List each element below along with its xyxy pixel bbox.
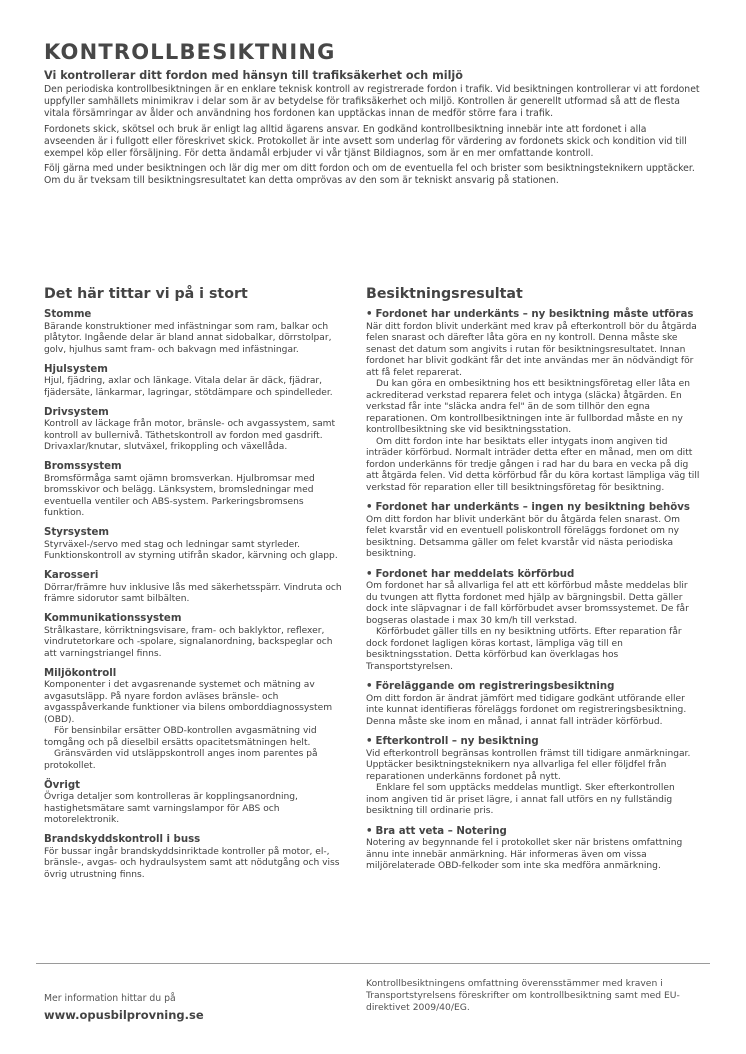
bullet-icon: •: [366, 568, 373, 580]
intro-paragraph-2: Fordonets skick, skötsel och bruk är enligt lag alltid ägarens ansvar. En godkänd kontrollbesiktning innebär inte att fordonet i alla avseenden är i fullgott eller föreskrivet skick. Protokollet är inte avsett som underlag för värdering av fordonets skick och kondition vid till exempel köp eller försäljning. För detta ändamål erbjuder vi vår tjänst Bildiagnos, som är en mer omfattande kontroll.: [44, 123, 687, 159]
result-section: [366, 681, 700, 728]
result-section-title: [366, 826, 700, 839]
bullet-icon: •: [366, 681, 373, 692]
scope-section-text: Gränsvärden vid utsläppskontroll anges inom parentes på protokollet.: [44, 749, 318, 771]
inspection-scope-column: [44, 286, 344, 889]
scope-section-text: Styrväxel-/servo med stag och ledningar samt styrleder. Funktionskontroll av styrning utifrån skador, kärvning och glapp.: [44, 539, 338, 561]
scope-section-title: Bromssystem: [44, 461, 122, 472]
footer-contact: [44, 993, 204, 1023]
result-section-text: Om ditt fordon har blivit underkänt bör du åtgärda felen snarast. Om felet kvarstår vid en eventuell poliskontroll föreläggs fordonet om ny besiktning. Detsamma gäller om felet kvarstår vid nästa periodiska besiktning.: [366, 514, 680, 559]
scope-section-title: Hjulsystem: [44, 363, 108, 375]
bullet-icon: •: [366, 309, 373, 320]
result-section-text: Vid efterkontroll begränsas kontrollen främst till tidigare anmärkningar. Upptäcker besiktningsteknikern nya allvarliga fel eller följdfel från reparationen underkänns fordonet på nytt.: [366, 748, 691, 782]
result-section-text: Om ditt fordon inte har besiktats eller intygats inom angiven tid inträder körförbud. Normalt inträder detta efter en månad, men om ditt fordon underkänns för tredje gången i rad har du bara en vecka på dig att åtgärda felen. Vid detta körförbud får du köra kortast lämpliga väg till verkstad för reparation eller till besiktningsföretag för besiktning.: [366, 436, 700, 493]
result-section-text: Enklare fel som upptäcks meddelas muntligt. Sker efterkontrollen inom angiven tid är priset lägre, i annat fall utförs en ny fullständig besiktning till ordinarie pris.: [366, 783, 675, 816]
result-section-text: När ditt fordon blivit underkänt med krav på efterkontroll bör du åtgärda felen snarast och därefter låta göra en ny kontroll. Denna måste ske senast det datum som angivits i rutan för besiktningsresultatet. Innan fordonet har blivit godkänt får det inte användas mer än nödvändigt för att få felet reparerat.: [366, 321, 697, 378]
scope-section-text: Strålkastare, körriktningsvisare, fram- och baklyktor, reflexer, vindrutetorkare och -spolare, signalanordning, backspeglar och att varningstriangel finns.: [44, 625, 333, 659]
result-title-text: Fordonet har meddelats körförbud: [375, 568, 575, 580]
result-section: [366, 569, 700, 674]
result-section-text: Körförbudet gäller tills en ny besiktning utförts. Efter reparation får dock fordonet lagligen köras kortast, lämpliga väg till en besiktningsstation. Detta körförbud kan överklagas hos Transportstyrelsen.: [366, 627, 682, 672]
footer-legal-note: Kontrollbesiktningens omfattning överensstämmer med kraven i Transportstyrelsens föreskrifter om kontrollbesiktning samt med EU-direktivet 2009/40/EG.: [366, 978, 680, 1013]
result-title-text: Efterkontroll – ny besiktning: [375, 736, 539, 747]
result-section-text: Du kan göra en ombesiktning hos ett besiktningsföretag eller låta en ackrediterad verkstad reparera felet och intyga (släcka) åtgärden. En verkstad får inte "släcka andra fel" än de som tillhör den egna reparationen. Om kontrollbesiktningen inte är fullbordad måste en ny kontrollbesiktning ske vid besiktningsstation.: [366, 379, 691, 435]
scope-section-title: Karosseri: [44, 570, 99, 581]
scope-section: [44, 527, 344, 563]
scope-heading: Det här tittar vi på i stort: [44, 286, 248, 302]
scope-section-text: För bensinbilar ersätter OBD-kontrollen avgasmätning vid tomgång och på dieselbil ersätts opacitetsmätningen helt.: [44, 726, 317, 748]
scope-section-title: Brandskyddskontroll i buss: [44, 834, 201, 845]
scope-section-text: För bussar ingår brandskyddsinriktade kontroller på motor, el-, bränsle-, avgas- och hydraulsystem samt att nödutgång och viss övrig utrustning finns.: [44, 846, 340, 880]
scope-section: [44, 834, 344, 881]
bullet-icon: •: [366, 736, 373, 747]
scope-section: [44, 364, 344, 400]
result-section-title: [366, 502, 700, 515]
scope-section: [44, 780, 344, 827]
footer-divider: [36, 963, 710, 964]
result-section-title: [366, 736, 700, 749]
result-title-text: Fordonet har underkänts – ingen ny besiktning behövs: [375, 502, 690, 513]
document-page: [44, 40, 700, 880]
page-title: KONTROLLBESIKTNING: [44, 40, 336, 64]
scope-section: [44, 309, 344, 356]
footer-website-link[interactable]: www.opusbilprovning.se: [44, 1008, 204, 1022]
scope-section: [44, 570, 344, 606]
result-section: [366, 309, 700, 494]
scope-section-title: Miljökontroll: [44, 667, 117, 679]
intro-paragraph-3: Följ gärna med under besiktningen och lär dig mer om ditt fordon och om de eventuella fel och brister som besiktningsteknikern upptäcker. Om du är tveksam till besiktningsresultatet kan detta omprövas av den som är tekniskt ansvarig på stationen.: [44, 163, 695, 187]
scope-section: [44, 613, 344, 660]
inspection-results-column: [366, 286, 700, 881]
result-section-text: Om fordonet har så allvarliga fel att ett körförbud måste meddelas blir du tvungen att flytta fordonet med hjälp av bärgningsbil. Detta gäller dock inte släpvagnar i de fall körförbudet avser bromssystemet. De får bogseras olastade i max 30 km/h till verkstad.: [366, 581, 689, 626]
scope-section-text: Övriga detaljer som kontrolleras är kopplingsanordning, hastighetsmätare samt varningslampor för ABS och motorelektronik.: [44, 792, 298, 825]
results-heading: Besiktningsresultat: [366, 286, 523, 302]
result-section: [366, 502, 700, 561]
result-section: [366, 736, 700, 818]
scope-section: [44, 668, 344, 773]
scope-section-text: Bärande konstruktioner med infästningar som ram, balkar och plåtytor. Ingående delar är bland annat sidobalkar, dörrstolpar, golv, hjulhus samt fram- och bakvagn med infästningar.: [44, 321, 332, 355]
scope-section-text: Kontroll av läckage från motor, bränsle- och avgassystem, samt kontroll av bullernivå. Täthetskontroll av fordon med gasdrift. Drivaxlar/knutar, slutväxel, frikoppling och växellåda.: [44, 419, 336, 452]
result-section-title: [366, 309, 700, 322]
scope-section-text: Komponenter i det avgasrenande systemet och mätning av avgasutsläpp. På nyare fordon avläses bränsle- och avgasspåverkande funktioner via bilens omborddiagnossystem (OBD).: [44, 680, 333, 725]
scope-section-title: Stomme: [44, 309, 92, 320]
bullet-icon: •: [366, 825, 373, 837]
result-section-title: [366, 681, 700, 694]
scope-section: [44, 407, 344, 454]
result-section-title: [366, 569, 700, 582]
scope-section-title: Kommunikationssystem: [44, 613, 182, 624]
result-section-text: Om ditt fordon är ändrat jämfört med tidigare godkänt utförande eller inte kunnat identifieras föreläggs fordonet om registreringsbesiktning. Denna måste ske inom en månad, i annat fall inträder körförbud.: [366, 693, 687, 727]
scope-section-title: Övrigt: [44, 779, 80, 791]
intro-paragraph-1: Den periodiska kontrollbesiktningen är en enklare teknisk kontroll av registrerade fordon i trafik. Vid besiktningen kontrollerar vi att fordonet uppfyller samhällets minimikrav i delar som är av betydelse för trafiksäkerhet och miljö. Kontrollen är generellt utformad så att de flesta vitala försämringar av ålder och användning hos fordonen kan upptäckas innan de medför större fara i trafik.: [44, 84, 700, 119]
page-subtitle: Vi kontrollerar ditt fordon med hänsyn till trafiksäkerhet och miljö: [44, 69, 463, 82]
scope-section-title: Styrsystem: [44, 527, 110, 538]
footer-more-info: Mer information hittar du på: [44, 993, 176, 1004]
scope-section-title: Drivsystem: [44, 406, 109, 418]
scope-section: [44, 461, 344, 520]
result-section: [366, 826, 700, 873]
scope-section-text: Bromsförmåga samt ojämn bromsverkan. Hjulbromsar med bromsskivor och belägg. Länksystem, bromsledningar med eventuella ventiler och ABS-system. Parkeringsbromsens funktion.: [44, 473, 315, 518]
scope-section-text: Hjul, fjädring, axlar och länkage. Vitala delar är däck, fjädrar, fjädersäte, länkarmar, lagringar, stötdämpare och spindelleder.: [44, 376, 333, 398]
result-section-text: Notering av begynnande fel i protokollet sker när bristens omfattning ännu inte innebär anmärkning. Här informeras även om vissa miljörelaterade OBD-felkoder som inte ska medföra anmärkning.: [366, 838, 683, 871]
result-title-text: Föreläggande om registreringsbesiktning: [375, 681, 615, 692]
scope-section-text: Dörrar/främre huv inklusive lås med säkerhetsspärr. Vindruta och främre sidorutor samt bilbälten.: [44, 582, 342, 604]
result-title-text: Fordonet har underkänts – ny besiktning måste utföras: [375, 309, 694, 320]
result-title-text: Bra att veta – Notering: [375, 825, 507, 837]
bullet-icon: •: [366, 502, 373, 513]
